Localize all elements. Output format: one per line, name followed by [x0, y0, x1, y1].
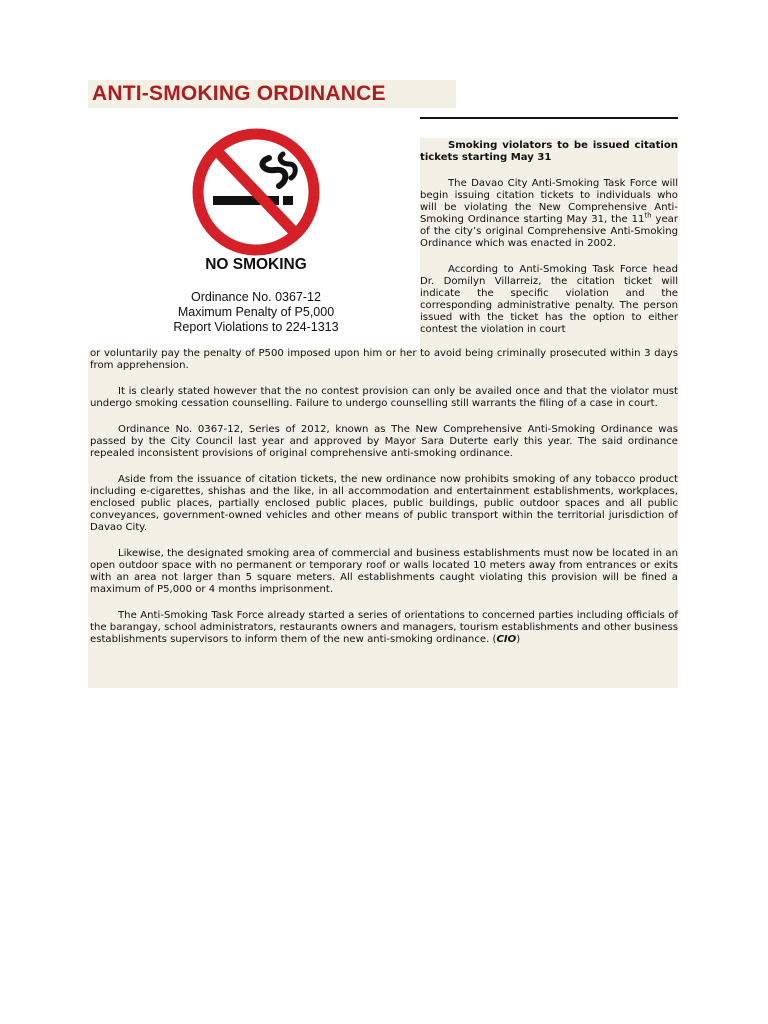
article-lede: Smoking violators to be issued citation tickets starting May 31 [420, 140, 678, 163]
article-paragraph-7: The Anti-Smoking Task Force already started a series of orientations to concerned parties including officials of the barangay, school administrators, restaurants owners and managers, tourism establishments and other business establishments supervisors to inform them of the new anti-smoking ordinance. (CIO) [90, 610, 678, 645]
sign-report-violations: Report Violations to 224-1313 [173, 320, 339, 334]
article-body-text [90, 348, 678, 646]
article-paragraph-6: Likewise, the designated smoking area of commercial and business establishments must now be located in an open outdoor space with no permanent or temporary roof or walls located 10 meters away from entrances or exits with an area not larger than 5 square meters. All establishments caught violating this provision will be fined a maximum of P5,000 or 4 months imprisonment. [90, 548, 678, 595]
no-smoking-sign [140, 128, 400, 338]
article-paragraph-4: Ordinance No. 0367-12, Series of 2012, known as The New Comprehensive Anti-Smoking Ordinance was passed by the City Council last year and approved by Mayor Sara Duterte early this year. The said ordinance repealed inconsistent provisions of original comprehensive anti-smoking ordinance. [90, 424, 678, 459]
sign-max-penalty: Maximum Penalty of P5,000 [177, 305, 335, 319]
article-paragraph-2-start: According to Anti-Smoking Task Force head Dr. Domilyn Villarreiz, the citation ticket will indicate the specific violation and the corresponding administrative penalty. The person issued with the ticket has the option to either contest the violation in court [420, 264, 678, 335]
article-paragraph-2-end: or voluntarily pay the penalty of P500 imposed upon him or her to avoid being criminally prosecuted within 3 days from apprehension. [90, 348, 678, 371]
sign-heading: NO SMOKING [205, 256, 307, 273]
title-banner [88, 80, 456, 108]
sign-ordinance-number: Ordinance No. 0367-12 [191, 290, 321, 304]
article-paragraph-3: It is clearly stated however that the no contest provision can only be availed once and that the violator must undergo smoking cessation counselling. Failure to undergo counselling still warrants the filing of a case in court. [90, 386, 678, 409]
source-credit: CIO [496, 634, 517, 645]
article-paragraph-5: Aside from the issuance of citation tickets, the new ordinance now prohibits smoking of any tobacco product including e-cigarettes, shishas and the like, in all accommodation and entertainment establishments, workplaces, enclosed public places, partially enclosed public places, public buildings, public outdoor spaces and all public conveyances, government-owned vehicles and other means of public transport within the territorial jurisdiction of Davao City. [90, 474, 678, 533]
no-smoking-icon [183, 128, 329, 256]
header-rule [420, 117, 678, 119]
article-column-text [420, 140, 678, 336]
article-paragraph-1: The Davao City Anti-Smoking Task Force will begin issuing citation tickets to individuals who will be violating the New Comprehensive Anti-Smoking Ordinance starting May 31, the 11th year of the city’s original Comprehensive Anti-Smoking Ordinance which was enacted in 2002. [420, 178, 678, 249]
page-title: ANTI-SMOKING ORDINANCE [92, 82, 386, 105]
